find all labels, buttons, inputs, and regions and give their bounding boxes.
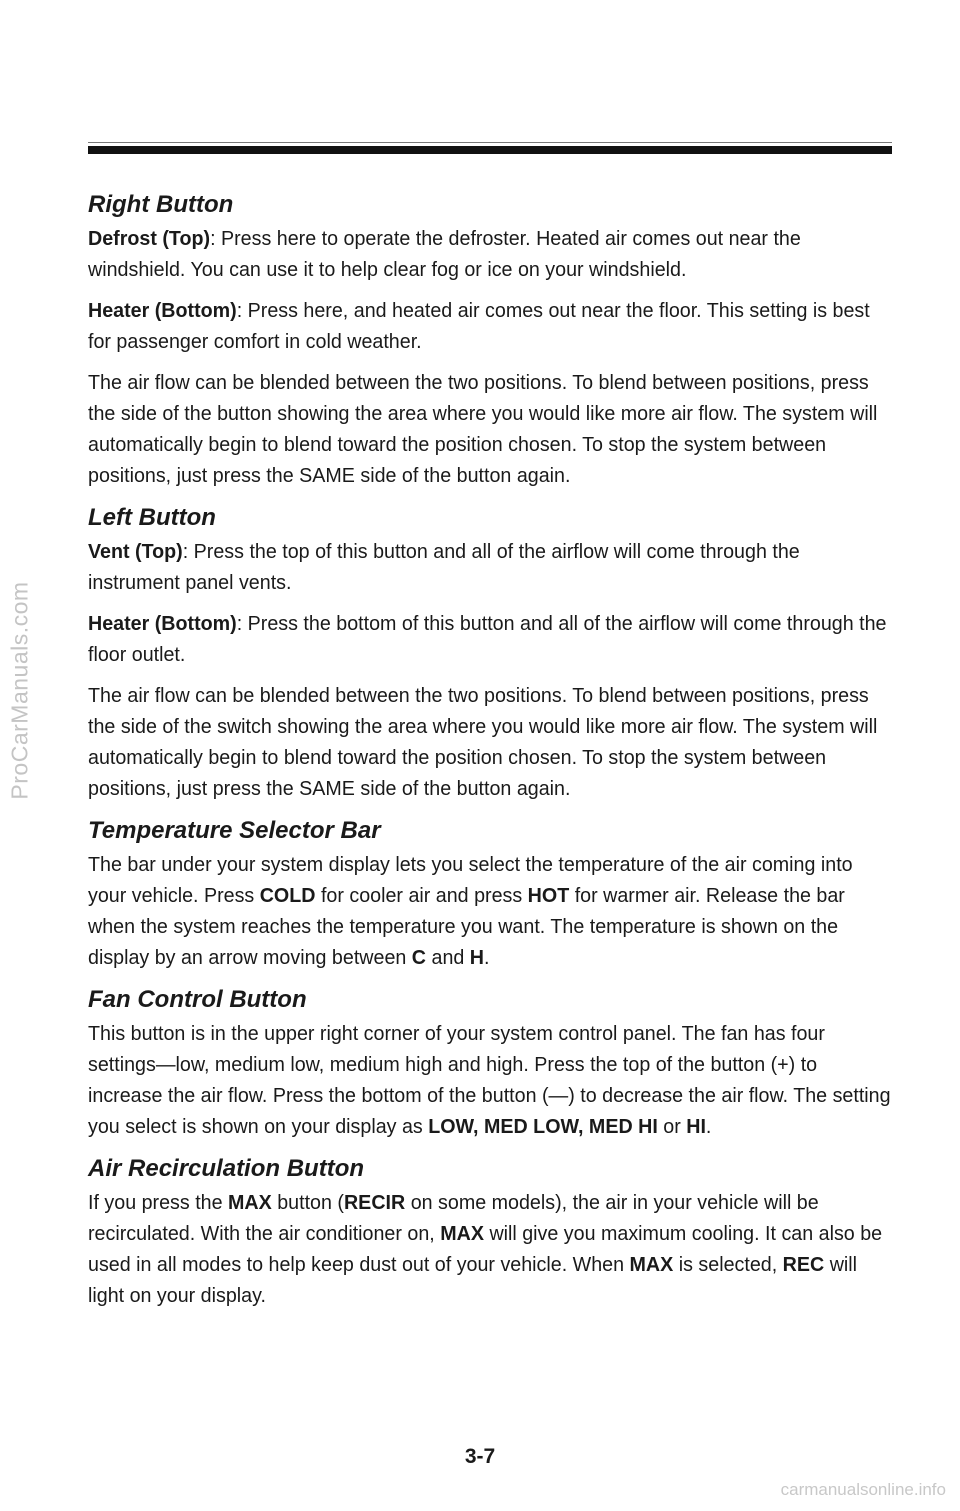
recirc-max-1: MAX (228, 1191, 272, 1214)
section-recirculation (88, 1154, 894, 1311)
paragraph-temperature (88, 849, 894, 973)
recirc-text-6: will light on your display. (88, 1253, 858, 1307)
temp-c: C (411, 946, 427, 969)
section-left-button (88, 503, 894, 804)
fan-text-3: . (705, 1115, 712, 1138)
fan-settings: LOW, MED LOW, MED HI (428, 1115, 658, 1138)
temp-text-5: . (484, 946, 490, 969)
paragraph-defrost (88, 223, 894, 285)
header-rule (88, 146, 892, 154)
paragraph-vent (88, 536, 894, 598)
heading-right-button: Right Button (88, 191, 234, 218)
section-temperature (88, 816, 894, 973)
heading-left-button: Left Button (88, 504, 216, 531)
text-heater-right: : Press here, and heated air comes out near the floor. This setting is best for passenger comfort in cold weather. (88, 299, 870, 353)
temp-text-1: The bar under your system display lets you select the temperature of the air coming into your vehicle. Press (88, 853, 853, 907)
text-defrost: : Press here to operate the defroster. Heated air comes out near the windshield. You can use it to help clear fog or ice on your windshield. (88, 227, 801, 281)
heading-temperature: Temperature Selector Bar (88, 817, 381, 844)
heading-fan: Fan Control Button (88, 986, 307, 1013)
temp-text-4: and (426, 946, 470, 969)
text-vent: : Press the top of this button and all of the airflow will come through the instrument panel vents. (88, 540, 800, 594)
recirc-max-2: MAX (440, 1222, 484, 1245)
recirc-max-3: MAX (629, 1253, 674, 1276)
paragraph-blend-left: The air flow can be blended between the two positions. To blend between positions, press the side of the switch showing the area where you would like more air flow. The system will automatically begin to blend toward the position chosen. To stop the system between positions, just press the SAME side of the button again. (88, 684, 878, 800)
paragraph-heater-right (88, 295, 894, 357)
recirc-text-5: is selected, (673, 1253, 783, 1276)
paragraph-blend-right: The air flow can be blended between the two positions. To blend between positions, press the side of the button showing the area where you would like more air flow. The system will automatically begin to blend toward the position chosen. To stop the system between positions, just press the SAME side of the button again. (88, 371, 878, 487)
label-heater-right: Heater (Bottom) (88, 299, 237, 322)
page-content (88, 190, 894, 1323)
temp-h: H (469, 946, 485, 969)
paragraph-fan (88, 1018, 894, 1142)
recirc-rec: REC (782, 1253, 825, 1276)
recirc-text-1: If you press the (88, 1191, 229, 1214)
page-number: 3-7 (464, 1445, 496, 1468)
section-right-button (88, 190, 894, 491)
temp-hot: HOT (527, 884, 570, 907)
recirc-text-2: button ( (271, 1191, 344, 1214)
paragraph-heater-left (88, 608, 894, 670)
watermark-text: ProCarManuals.com (6, 580, 33, 800)
temp-cold: COLD (259, 884, 316, 907)
label-vent: Vent (Top) (88, 540, 183, 563)
recirc-recir: RECIR (343, 1191, 406, 1214)
fan-hi: HI (686, 1115, 706, 1138)
text-heater-left: : Press the bottom of this button and all of the airflow will come through the floor outlet. (88, 612, 887, 666)
header-rule-thin (88, 142, 892, 143)
side-watermark (2, 300, 38, 1080)
label-heater-left: Heater (Bottom) (88, 612, 237, 635)
section-fan (88, 985, 894, 1142)
fan-text-2: or (657, 1115, 687, 1138)
label-defrost: Defrost (Top) (88, 227, 211, 250)
heading-recirculation: Air Recirculation Button (88, 1155, 365, 1182)
footer-watermark: carmanualsonline.info (780, 1480, 946, 1499)
temp-text-3: for warmer air. Release the bar when the system reaches the temperature you want. The temperature is shown on the display by an arrow moving between (88, 884, 845, 969)
recirc-text-3: on some models), the air in your vehicle will be recirculated. With the air conditioner on, (88, 1191, 819, 1245)
fan-text-1: This button is in the upper right corner of your system control panel. The fan has four settings—low, medium low, medium high and high. Press the top of the button (+) to increase the air flow. Press the bottom of the button (—) to decrease the air flow. The setting you select is shown on your display as (88, 1022, 891, 1138)
recirc-text-4: will give you maximum cooling. It can also be used in all modes to help keep dust out of your vehicle. When (88, 1222, 883, 1276)
temp-text-2: for cooler air and press (315, 884, 528, 907)
paragraph-recirculation (88, 1187, 894, 1311)
